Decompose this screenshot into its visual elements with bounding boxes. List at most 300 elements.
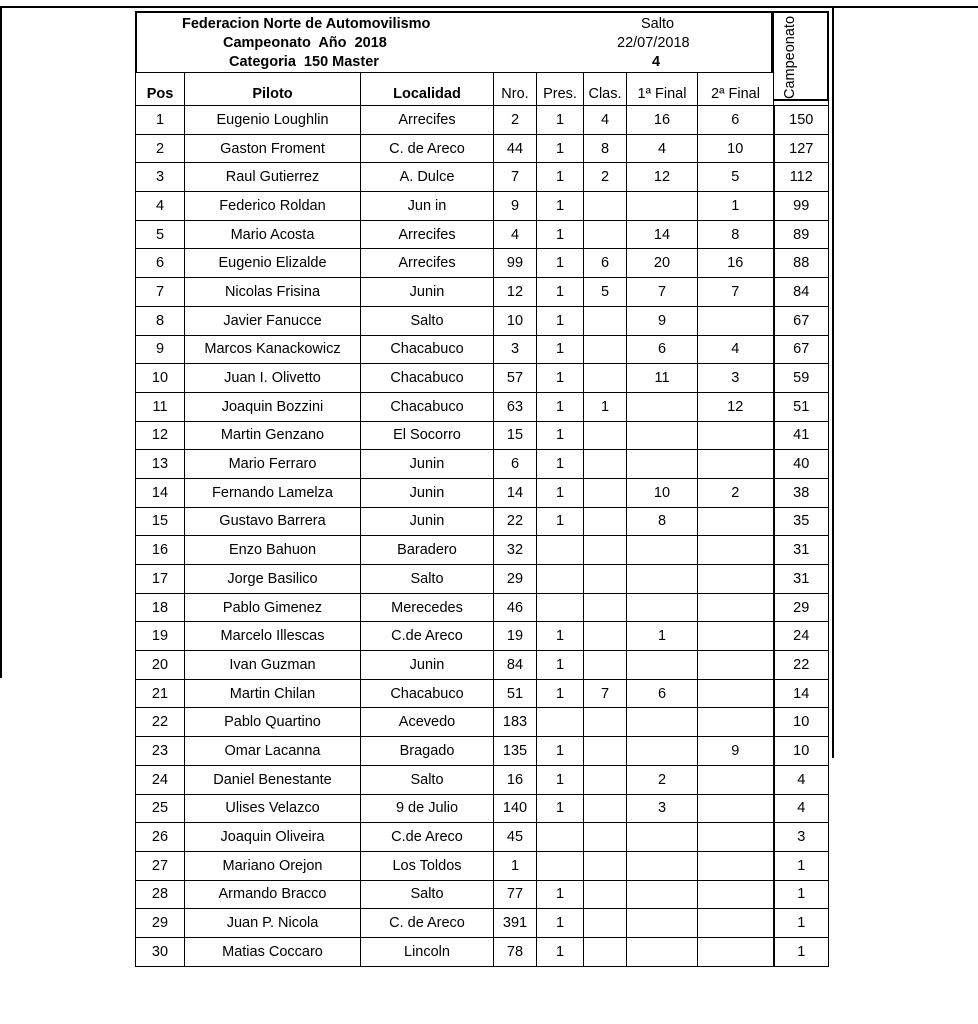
cell-presence: 1 <box>537 163 584 192</box>
federation-title: Federacion Norte de Automovilismo <box>182 16 431 32</box>
cell-presence: 1 <box>537 364 584 393</box>
table-row <box>136 335 829 364</box>
cell-number: 57 <box>494 364 537 393</box>
cell-pos: 5 <box>136 220 185 249</box>
cell-championship: 84 <box>774 278 829 307</box>
cell-number: 3 <box>494 335 537 364</box>
cell-final2: 9 <box>698 737 774 766</box>
cell-final2: 4 <box>698 335 774 364</box>
table-row <box>136 249 829 278</box>
col-header-pilot: Piloto <box>185 73 361 106</box>
cell-pos: 19 <box>136 622 185 651</box>
cell-presence: 1 <box>537 134 584 163</box>
cell-number: 14 <box>494 478 537 507</box>
col-header-number: Nro. <box>494 73 537 106</box>
cell-presence: 1 <box>537 880 584 909</box>
cell-final1 <box>627 593 698 622</box>
cell-classification <box>584 421 627 450</box>
cell-presence: 1 <box>537 106 584 135</box>
cell-final1 <box>627 737 698 766</box>
cell-presence: 1 <box>537 651 584 680</box>
cell-locality: El Socorro <box>361 421 494 450</box>
cell-presence: 1 <box>537 765 584 794</box>
cell-presence: 1 <box>537 335 584 364</box>
cell-presence: 1 <box>537 622 584 651</box>
cell-final2: 5 <box>698 163 774 192</box>
cell-championship: 67 <box>774 335 829 364</box>
table-row <box>136 823 829 852</box>
event-date: 22/07/2018 <box>617 35 690 51</box>
table-row <box>136 306 829 335</box>
cell-number: 22 <box>494 507 537 536</box>
cell-pos: 3 <box>136 163 185 192</box>
cell-pilot: Joaquin Bozzini <box>185 392 361 421</box>
col-header-presence: Pres. <box>537 73 584 106</box>
cell-presence: 1 <box>537 507 584 536</box>
cell-classification <box>584 622 627 651</box>
table-header-row <box>136 73 829 106</box>
cell-classification <box>584 851 627 880</box>
table-row <box>136 364 829 393</box>
table-row <box>136 593 829 622</box>
cell-locality: Chacabuco <box>361 364 494 393</box>
cell-final2 <box>698 507 774 536</box>
event-location: Salto <box>641 16 675 32</box>
cell-pos: 28 <box>136 880 185 909</box>
cell-locality: C. de Areco <box>361 909 494 938</box>
cell-pilot: Mariano Orejon <box>185 851 361 880</box>
cell-pos: 1 <box>136 106 185 135</box>
cell-pos: 2 <box>136 134 185 163</box>
cell-final1: 14 <box>627 220 698 249</box>
cell-championship: 38 <box>774 478 829 507</box>
cell-final1: 16 <box>627 106 698 135</box>
cell-locality: Los Toldos <box>361 851 494 880</box>
cell-pos: 11 <box>136 392 185 421</box>
cell-championship: 24 <box>774 622 829 651</box>
cell-pilot: Javier Fanucce <box>185 306 361 335</box>
cell-final2 <box>698 909 774 938</box>
cell-championship: 59 <box>774 364 829 393</box>
table-row <box>136 851 829 880</box>
cell-locality: Merecedes <box>361 593 494 622</box>
cell-classification: 6 <box>584 249 627 278</box>
cell-championship: 14 <box>774 679 829 708</box>
cell-classification <box>584 306 627 335</box>
cell-final2 <box>698 622 774 651</box>
cell-final1: 4 <box>627 134 698 163</box>
cell-championship: 99 <box>774 192 829 221</box>
cell-final1: 12 <box>627 163 698 192</box>
cell-pilot: Mario Ferraro <box>185 450 361 479</box>
cell-final1: 20 <box>627 249 698 278</box>
cell-final2 <box>698 306 774 335</box>
cell-number: 45 <box>494 823 537 852</box>
cell-championship: 1 <box>774 851 829 880</box>
cell-final2 <box>698 708 774 737</box>
table-row <box>136 880 829 909</box>
cell-number: 84 <box>494 651 537 680</box>
cell-locality: Salto <box>361 565 494 594</box>
cell-presence: 1 <box>537 937 584 966</box>
cell-number: 6 <box>494 450 537 479</box>
cell-pos: 13 <box>136 450 185 479</box>
cell-classification: 8 <box>584 134 627 163</box>
cell-locality: Junin <box>361 478 494 507</box>
championship-year: Campeonato Año 2018 <box>223 35 387 51</box>
cell-classification <box>584 651 627 680</box>
cell-final1 <box>627 421 698 450</box>
cell-pilot: Nicolas Frisina <box>185 278 361 307</box>
cell-final1 <box>627 708 698 737</box>
cell-final2: 12 <box>698 392 774 421</box>
cell-championship: 67 <box>774 306 829 335</box>
cell-pos: 23 <box>136 737 185 766</box>
cell-locality: Junin <box>361 651 494 680</box>
cell-locality: Salto <box>361 880 494 909</box>
cell-final1 <box>627 536 698 565</box>
cell-final2 <box>698 880 774 909</box>
cell-championship: 88 <box>774 249 829 278</box>
col-header-locality: Localidad <box>361 73 494 106</box>
cell-final1: 1 <box>627 622 698 651</box>
cell-classification: 4 <box>584 106 627 135</box>
cell-final1: 9 <box>627 306 698 335</box>
cell-pilot: Federico Roldan <box>185 192 361 221</box>
cell-pilot: Juan I. Olivetto <box>185 364 361 393</box>
cell-championship: 1 <box>774 880 829 909</box>
cell-number: 46 <box>494 593 537 622</box>
cell-championship: 89 <box>774 220 829 249</box>
cell-final1: 6 <box>627 335 698 364</box>
cell-presence <box>537 851 584 880</box>
cell-classification <box>584 507 627 536</box>
cell-locality: Junin <box>361 278 494 307</box>
cell-final1 <box>627 880 698 909</box>
table-row <box>136 106 829 135</box>
cell-number: 16 <box>494 765 537 794</box>
cell-number: 51 <box>494 679 537 708</box>
table-row <box>136 909 829 938</box>
cell-classification <box>584 765 627 794</box>
table-row <box>136 478 829 507</box>
table-row <box>136 737 829 766</box>
cell-number: 183 <box>494 708 537 737</box>
cell-classification: 7 <box>584 679 627 708</box>
cell-locality: Acevedo <box>361 708 494 737</box>
cell-pos: 7 <box>136 278 185 307</box>
cell-final1 <box>627 851 698 880</box>
results-header <box>135 11 773 72</box>
cell-number: 9 <box>494 192 537 221</box>
cell-pilot: Pablo Gimenez <box>185 593 361 622</box>
cell-championship: 10 <box>774 737 829 766</box>
cell-pos: 17 <box>136 565 185 594</box>
cell-championship: 51 <box>774 392 829 421</box>
page-frame-right <box>832 6 834 758</box>
cell-presence <box>537 536 584 565</box>
table-row <box>136 163 829 192</box>
category-name: Categoria 150 Master <box>229 54 379 70</box>
cell-final1 <box>627 823 698 852</box>
cell-number: 77 <box>494 880 537 909</box>
cell-championship: 4 <box>774 765 829 794</box>
cell-pos: 15 <box>136 507 185 536</box>
cell-classification <box>584 536 627 565</box>
cell-pilot: Juan P. Nicola <box>185 909 361 938</box>
cell-number: 78 <box>494 937 537 966</box>
cell-final2 <box>698 565 774 594</box>
cell-presence: 1 <box>537 909 584 938</box>
cell-presence <box>537 823 584 852</box>
cell-pos: 18 <box>136 593 185 622</box>
col-header-classification: Clas. <box>584 73 627 106</box>
cell-final2 <box>698 765 774 794</box>
cell-locality: Salto <box>361 306 494 335</box>
cell-final2: 16 <box>698 249 774 278</box>
cell-final2 <box>698 679 774 708</box>
cell-classification: 5 <box>584 278 627 307</box>
cell-classification <box>584 937 627 966</box>
cell-final2 <box>698 937 774 966</box>
cell-championship: 31 <box>774 565 829 594</box>
cell-number: 7 <box>494 163 537 192</box>
cell-championship: 150 <box>774 106 829 135</box>
cell-number: 29 <box>494 565 537 594</box>
cell-championship: 4 <box>774 794 829 823</box>
cell-classification <box>584 192 627 221</box>
cell-championship: 35 <box>774 507 829 536</box>
cell-number: 2 <box>494 106 537 135</box>
cell-pos: 16 <box>136 536 185 565</box>
cell-pilot: Marcelo Illescas <box>185 622 361 651</box>
cell-championship: 1 <box>774 909 829 938</box>
cell-pos: 10 <box>136 364 185 393</box>
cell-locality: Junin <box>361 450 494 479</box>
cell-pilot: Eugenio Loughlin <box>185 106 361 135</box>
cell-pilot: Ulises Velazco <box>185 794 361 823</box>
cell-presence: 1 <box>537 679 584 708</box>
cell-classification <box>584 794 627 823</box>
cell-pos: 9 <box>136 335 185 364</box>
cell-classification <box>584 364 627 393</box>
cell-championship: 112 <box>774 163 829 192</box>
cell-final1 <box>627 909 698 938</box>
cell-final1: 10 <box>627 478 698 507</box>
cell-final2 <box>698 450 774 479</box>
table-row <box>136 536 829 565</box>
cell-pilot: Fernando Lamelza <box>185 478 361 507</box>
cell-pos: 21 <box>136 679 185 708</box>
cell-locality: Arrecifes <box>361 220 494 249</box>
col-header-final2: 2ª Final <box>698 73 774 106</box>
round-number: 4 <box>652 54 661 70</box>
cell-classification <box>584 909 627 938</box>
cell-final1: 3 <box>627 794 698 823</box>
cell-classification <box>584 565 627 594</box>
cell-number: 63 <box>494 392 537 421</box>
table-row <box>136 565 829 594</box>
table-row <box>136 651 829 680</box>
cell-championship: 1 <box>774 937 829 966</box>
table-row <box>136 794 829 823</box>
cell-presence <box>537 565 584 594</box>
cell-locality: C.de Areco <box>361 823 494 852</box>
cell-pilot: Armando Bracco <box>185 880 361 909</box>
cell-number: 135 <box>494 737 537 766</box>
cell-final1: 8 <box>627 507 698 536</box>
cell-classification <box>584 823 627 852</box>
cell-pos: 24 <box>136 765 185 794</box>
cell-final2: 7 <box>698 278 774 307</box>
cell-presence <box>537 708 584 737</box>
col-header-championship <box>774 73 829 106</box>
cell-final1: 11 <box>627 364 698 393</box>
page-frame-left <box>0 6 2 678</box>
cell-final2: 6 <box>698 106 774 135</box>
cell-pos: 4 <box>136 192 185 221</box>
cell-number: 140 <box>494 794 537 823</box>
table-row <box>136 134 829 163</box>
cell-classification <box>584 737 627 766</box>
cell-presence: 1 <box>537 478 584 507</box>
cell-championship: 41 <box>774 421 829 450</box>
cell-final2 <box>698 794 774 823</box>
cell-number: 4 <box>494 220 537 249</box>
cell-pilot: Ivan Guzman <box>185 651 361 680</box>
cell-classification: 1 <box>584 392 627 421</box>
cell-pos: 30 <box>136 937 185 966</box>
championship-label: Campeonato <box>782 15 798 99</box>
table-row <box>136 392 829 421</box>
cell-final2 <box>698 651 774 680</box>
cell-number: 44 <box>494 134 537 163</box>
cell-presence: 1 <box>537 392 584 421</box>
cell-final1: 6 <box>627 679 698 708</box>
cell-classification <box>584 335 627 364</box>
cell-pos: 26 <box>136 823 185 852</box>
cell-final1 <box>627 937 698 966</box>
cell-final2 <box>698 823 774 852</box>
cell-locality: Salto <box>361 765 494 794</box>
cell-championship: 3 <box>774 823 829 852</box>
cell-presence: 1 <box>537 192 584 221</box>
table-row <box>136 679 829 708</box>
cell-locality: Jun in <box>361 192 494 221</box>
cell-locality: Chacabuco <box>361 679 494 708</box>
table-row <box>136 450 829 479</box>
cell-locality: Bragado <box>361 737 494 766</box>
cell-locality: C.de Areco <box>361 622 494 651</box>
cell-classification <box>584 220 627 249</box>
cell-championship: 127 <box>774 134 829 163</box>
cell-locality: 9 de Julio <box>361 794 494 823</box>
col-header-pos: Pos <box>136 73 185 106</box>
table-row <box>136 622 829 651</box>
cell-pos: 25 <box>136 794 185 823</box>
cell-pilot: Eugenio Elizalde <box>185 249 361 278</box>
cell-pos: 27 <box>136 851 185 880</box>
cell-final1 <box>627 651 698 680</box>
cell-final2 <box>698 851 774 880</box>
cell-pos: 6 <box>136 249 185 278</box>
cell-pilot: Martin Genzano <box>185 421 361 450</box>
cell-classification <box>584 478 627 507</box>
cell-pos: 20 <box>136 651 185 680</box>
cell-number: 10 <box>494 306 537 335</box>
cell-pilot: Martin Chilan <box>185 679 361 708</box>
cell-presence: 1 <box>537 450 584 479</box>
cell-final2 <box>698 421 774 450</box>
cell-locality: Arrecifes <box>361 249 494 278</box>
cell-presence: 1 <box>537 421 584 450</box>
cell-pilot: Matias Coccaro <box>185 937 361 966</box>
cell-locality: Chacabuco <box>361 392 494 421</box>
cell-pos: 14 <box>136 478 185 507</box>
cell-final1 <box>627 450 698 479</box>
cell-pilot: Jorge Basilico <box>185 565 361 594</box>
cell-pilot: Daniel Benestante <box>185 765 361 794</box>
cell-pilot: Raul Gutierrez <box>185 163 361 192</box>
cell-championship: 10 <box>774 708 829 737</box>
cell-pilot: Enzo Bahuon <box>185 536 361 565</box>
cell-number: 19 <box>494 622 537 651</box>
cell-pos: 22 <box>136 708 185 737</box>
cell-final2: 10 <box>698 134 774 163</box>
cell-final2: 3 <box>698 364 774 393</box>
table-row <box>136 765 829 794</box>
table-row <box>136 220 829 249</box>
cell-pos: 29 <box>136 909 185 938</box>
cell-championship: 40 <box>774 450 829 479</box>
cell-pilot: Pablo Quartino <box>185 708 361 737</box>
table-row <box>136 192 829 221</box>
cell-pos: 12 <box>136 421 185 450</box>
col-header-final1: 1ª Final <box>627 73 698 106</box>
table-row <box>136 708 829 737</box>
cell-locality: Chacabuco <box>361 335 494 364</box>
cell-locality: Junin <box>361 507 494 536</box>
cell-pilot: Gaston Froment <box>185 134 361 163</box>
cell-presence: 1 <box>537 737 584 766</box>
cell-number: 15 <box>494 421 537 450</box>
cell-final1: 7 <box>627 278 698 307</box>
cell-final2 <box>698 536 774 565</box>
table-row <box>136 421 829 450</box>
cell-classification: 2 <box>584 163 627 192</box>
cell-final1 <box>627 565 698 594</box>
cell-locality: Arrecifes <box>361 106 494 135</box>
cell-classification <box>584 708 627 737</box>
cell-locality: Lincoln <box>361 937 494 966</box>
cell-championship: 29 <box>774 593 829 622</box>
cell-number: 1 <box>494 851 537 880</box>
cell-number: 391 <box>494 909 537 938</box>
cell-pilot: Marcos Kanackowicz <box>185 335 361 364</box>
cell-final2: 8 <box>698 220 774 249</box>
cell-number: 99 <box>494 249 537 278</box>
cell-classification <box>584 450 627 479</box>
results-body <box>136 106 829 967</box>
cell-championship: 31 <box>774 536 829 565</box>
cell-presence: 1 <box>537 220 584 249</box>
cell-locality: A. Dulce <box>361 163 494 192</box>
cell-final1 <box>627 392 698 421</box>
table-row <box>136 278 829 307</box>
cell-number: 12 <box>494 278 537 307</box>
cell-final2: 1 <box>698 192 774 221</box>
cell-classification <box>584 880 627 909</box>
